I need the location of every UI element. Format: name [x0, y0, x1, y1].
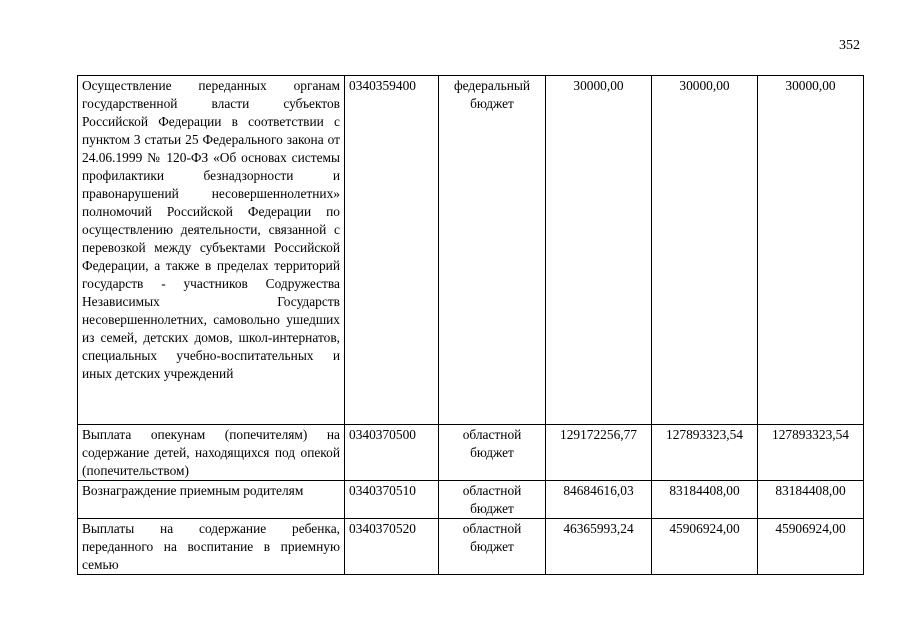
row-funding-source: федеральный бюджет: [439, 76, 546, 425]
row-amount-1: 129172256,77: [546, 425, 652, 481]
table-row: [78, 519, 864, 575]
page-number: 352: [839, 38, 860, 53]
row-amount-3: 30000,00: [758, 76, 864, 425]
row-amount-1: 84684616,03: [546, 481, 652, 519]
row-amount-3: 45906924,00: [758, 519, 864, 575]
row-funding-source: областной бюджет: [439, 425, 546, 481]
table-row: [78, 481, 864, 519]
row-description: Осуществление переданных органам государственной власти субъектов Российской Федерации в соответствии с пунктом 3 статьи 25 Федерального закона от 24.06.1999 № 120-ФЗ «Об основах системы профилактики безнадзорности и правонарушений несовершеннолетних» полномочий Российской Федерации по осуществлению деятельности, связанной с перевозкой между субъектами Российской Федерации, а также в пределах территорий государств - участников Содружества Независимых Государств несовершеннолетних, самовольно ушедших из семей, детских домов, школ-интернатов, специальных учебно-воспитательных и иных детских учреждений: [78, 76, 345, 425]
row-amount-1: 30000,00: [546, 76, 652, 425]
row-code: 0340370510: [345, 481, 439, 519]
row-amount-2: 45906924,00: [652, 519, 758, 575]
table-row: [78, 425, 864, 481]
row-amount-1: 46365993,24: [546, 519, 652, 575]
row-description: Выплата опекунам (попечителям) на содержание детей, находящихся под опекой (попечительством): [78, 425, 345, 481]
row-funding-source: областной бюджет: [439, 519, 546, 575]
row-description: Вознаграждение приемным родителям: [78, 481, 345, 519]
row-amount-2: 127893323,54: [652, 425, 758, 481]
row-code: 0340370520: [345, 519, 439, 575]
row-amount-3: 83184408,00: [758, 481, 864, 519]
row-description: Выплаты на содержание ребенка, переданного на воспитание в приемную семью: [78, 519, 345, 575]
row-amount-3: 127893323,54: [758, 425, 864, 481]
row-amount-2: 30000,00: [652, 76, 758, 425]
budget-table: [77, 75, 864, 575]
table-row: [78, 76, 864, 425]
row-amount-2: 83184408,00: [652, 481, 758, 519]
row-code: 0340359400: [345, 76, 439, 425]
row-funding-source: областной бюджет: [439, 481, 546, 519]
row-code: 0340370500: [345, 425, 439, 481]
